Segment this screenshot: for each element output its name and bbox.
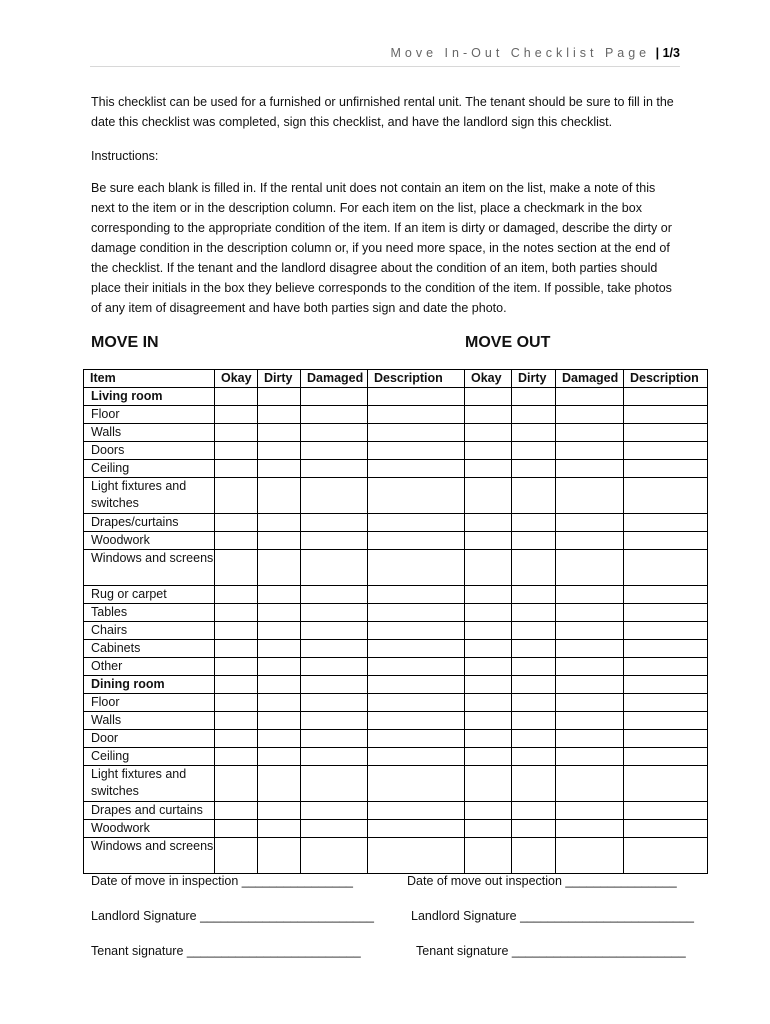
description-in-cell[interactable] xyxy=(368,442,465,460)
description-out-cell[interactable] xyxy=(624,838,708,874)
damaged-out-cell[interactable] xyxy=(556,604,624,622)
damaged-out-cell[interactable] xyxy=(556,838,624,874)
page-number: 1/3 xyxy=(662,46,680,60)
dirty-in-cell[interactable] xyxy=(258,658,301,676)
description-in-cell[interactable] xyxy=(368,604,465,622)
okay-in-cell[interactable] xyxy=(215,802,258,820)
description-in-cell[interactable] xyxy=(368,640,465,658)
okay-out-cell[interactable] xyxy=(465,604,512,622)
header-dirty-in: Dirty xyxy=(258,370,301,388)
item-label: Doors xyxy=(84,442,215,460)
description-in-cell[interactable] xyxy=(368,730,465,748)
okay-out-cell[interactable] xyxy=(465,442,512,460)
header-separator: | xyxy=(655,46,660,60)
damaged-out-cell[interactable] xyxy=(556,514,624,532)
description-out-cell[interactable] xyxy=(624,820,708,838)
description-out-cell[interactable] xyxy=(624,550,708,586)
okay-out-cell[interactable] xyxy=(465,640,512,658)
header-title: Move In-Out Checklist Page xyxy=(390,46,651,60)
tenant-signature-move-in[interactable]: Tenant signature _________________________ xyxy=(91,944,361,958)
damaged-in-cell[interactable] xyxy=(301,532,368,550)
dirty-out-cell[interactable] xyxy=(512,748,556,766)
table-row xyxy=(84,478,708,514)
dirty-out-cell[interactable] xyxy=(512,658,556,676)
damaged-in-cell[interactable] xyxy=(301,748,368,766)
damaged-out-cell[interactable] xyxy=(556,388,624,406)
damaged-in-cell[interactable] xyxy=(301,424,368,442)
table-row xyxy=(84,730,708,748)
okay-in-cell[interactable] xyxy=(215,676,258,694)
description-out-cell[interactable] xyxy=(624,658,708,676)
damaged-in-cell[interactable] xyxy=(301,712,368,730)
okay-out-cell[interactable] xyxy=(465,406,512,424)
dirty-out-cell[interactable] xyxy=(512,424,556,442)
okay-in-cell[interactable] xyxy=(215,640,258,658)
okay-in-cell[interactable] xyxy=(215,388,258,406)
dirty-in-cell[interactable] xyxy=(258,802,301,820)
table-row xyxy=(84,622,708,640)
okay-out-cell[interactable] xyxy=(465,550,512,586)
table-row xyxy=(84,694,708,712)
description-in-cell[interactable] xyxy=(368,658,465,676)
damaged-out-cell[interactable] xyxy=(556,676,624,694)
section-label: Living room xyxy=(84,388,215,406)
damaged-in-cell[interactable] xyxy=(301,658,368,676)
okay-out-cell[interactable] xyxy=(465,658,512,676)
okay-in-cell[interactable] xyxy=(215,730,258,748)
item-label: Drapes/curtains xyxy=(84,514,215,532)
item-label: Walls xyxy=(84,712,215,730)
dirty-out-cell[interactable] xyxy=(512,640,556,658)
intro-paragraph: This checklist can be used for a furnished or unfirnished rental unit. The tenant should be sure to fill in the date this checklist was completed, sign this checklist, and have the landlord sign this checklist. xyxy=(91,95,674,129)
item-label: Floor xyxy=(84,694,215,712)
description-out-cell[interactable] xyxy=(624,694,708,712)
table-row xyxy=(84,838,708,874)
dirty-in-cell[interactable] xyxy=(258,604,301,622)
dirty-out-cell[interactable] xyxy=(512,676,556,694)
okay-out-cell[interactable] xyxy=(465,532,512,550)
dirty-out-cell[interactable] xyxy=(512,730,556,748)
dirty-out-cell[interactable] xyxy=(512,766,556,802)
okay-in-cell[interactable] xyxy=(215,406,258,424)
description-out-cell[interactable] xyxy=(624,532,708,550)
okay-in-cell[interactable] xyxy=(215,820,258,838)
damaged-out-cell[interactable] xyxy=(556,406,624,424)
instructions-label: Instructions: xyxy=(91,149,159,163)
okay-out-cell[interactable] xyxy=(465,514,512,532)
damaged-out-cell[interactable] xyxy=(556,640,624,658)
damaged-in-cell[interactable] xyxy=(301,730,368,748)
damaged-out-cell[interactable] xyxy=(556,442,624,460)
table-row xyxy=(84,712,708,730)
description-in-cell[interactable] xyxy=(368,460,465,478)
header-okay-out: Okay xyxy=(465,370,512,388)
description-in-cell[interactable] xyxy=(368,676,465,694)
damaged-in-cell[interactable] xyxy=(301,586,368,604)
item-label: Ceiling xyxy=(84,460,215,478)
okay-out-cell[interactable] xyxy=(465,820,512,838)
description-in-cell[interactable] xyxy=(368,550,465,586)
description-out-cell[interactable] xyxy=(624,460,708,478)
okay-out-cell[interactable] xyxy=(465,730,512,748)
damaged-in-cell[interactable] xyxy=(301,694,368,712)
okay-in-cell[interactable] xyxy=(215,514,258,532)
table-row xyxy=(84,658,708,676)
okay-out-cell[interactable] xyxy=(465,478,512,514)
move-out-heading: MOVE OUT xyxy=(465,334,551,351)
okay-out-cell[interactable] xyxy=(465,460,512,478)
description-in-cell[interactable] xyxy=(368,748,465,766)
item-label: Windows and screens xyxy=(84,838,215,874)
section-label: Dining room xyxy=(84,676,215,694)
dirty-out-cell[interactable] xyxy=(512,478,556,514)
damaged-in-cell[interactable] xyxy=(301,478,368,514)
damaged-in-cell[interactable] xyxy=(301,604,368,622)
damaged-out-cell[interactable] xyxy=(556,622,624,640)
okay-out-cell[interactable] xyxy=(465,802,512,820)
header-description-out: Description xyxy=(624,370,708,388)
item-label: Drapes and curtains xyxy=(84,802,215,820)
checklist-table xyxy=(83,369,708,874)
table-row xyxy=(84,802,708,820)
item-label: Door xyxy=(84,730,215,748)
damaged-in-cell[interactable] xyxy=(301,766,368,802)
dirty-out-cell[interactable] xyxy=(512,622,556,640)
item-label: Woodwork xyxy=(84,820,215,838)
okay-out-cell[interactable] xyxy=(465,838,512,874)
header-damaged-in: Damaged xyxy=(301,370,368,388)
header-description-in: Description xyxy=(368,370,465,388)
item-label: Woodwork xyxy=(84,532,215,550)
damaged-in-cell[interactable] xyxy=(301,460,368,478)
description-out-cell[interactable] xyxy=(624,730,708,748)
dirty-in-cell[interactable] xyxy=(258,766,301,802)
dirty-in-cell[interactable] xyxy=(258,586,301,604)
table-row xyxy=(84,460,708,478)
dirty-in-cell[interactable] xyxy=(258,712,301,730)
description-in-cell[interactable] xyxy=(368,514,465,532)
damaged-out-cell[interactable] xyxy=(556,820,624,838)
description-out-cell[interactable] xyxy=(624,748,708,766)
page-header xyxy=(90,46,680,67)
damaged-in-cell[interactable] xyxy=(301,442,368,460)
description-in-cell[interactable] xyxy=(368,532,465,550)
description-in-cell[interactable] xyxy=(368,424,465,442)
table-row xyxy=(84,424,708,442)
damaged-out-cell[interactable] xyxy=(556,658,624,676)
description-out-cell[interactable] xyxy=(624,622,708,640)
dirty-in-cell[interactable] xyxy=(258,730,301,748)
section-row xyxy=(84,388,708,406)
tenant-signature-move-out[interactable]: Tenant signature _________________________ xyxy=(416,944,686,958)
item-label: Rug or carpet xyxy=(84,586,215,604)
dirty-in-cell[interactable] xyxy=(258,460,301,478)
table-row xyxy=(84,586,708,604)
dirty-in-cell[interactable] xyxy=(258,514,301,532)
table-row xyxy=(84,550,708,586)
damaged-out-cell[interactable] xyxy=(556,694,624,712)
okay-in-cell[interactable] xyxy=(215,550,258,586)
okay-in-cell[interactable] xyxy=(215,694,258,712)
header-damaged-out: Damaged xyxy=(556,370,624,388)
okay-in-cell[interactable] xyxy=(215,712,258,730)
dirty-out-cell[interactable] xyxy=(512,694,556,712)
dirty-out-cell[interactable] xyxy=(512,712,556,730)
damaged-out-cell[interactable] xyxy=(556,424,624,442)
damaged-in-cell[interactable] xyxy=(301,820,368,838)
dirty-in-cell[interactable] xyxy=(258,820,301,838)
table-body xyxy=(84,388,708,874)
table-row xyxy=(84,820,708,838)
description-out-cell[interactable] xyxy=(624,604,708,622)
okay-in-cell[interactable] xyxy=(215,658,258,676)
description-out-cell[interactable] xyxy=(624,424,708,442)
dirty-in-cell[interactable] xyxy=(258,622,301,640)
move-in-date-field[interactable]: Date of move in inspection ________________ xyxy=(91,874,354,888)
landlord-signature-move-in[interactable]: Landlord Signature _________________________ xyxy=(91,909,374,923)
damaged-in-cell[interactable] xyxy=(301,514,368,532)
okay-out-cell[interactable] xyxy=(465,586,512,604)
dirty-in-cell[interactable] xyxy=(258,406,301,424)
table-row xyxy=(84,640,708,658)
dirty-out-cell[interactable] xyxy=(512,586,556,604)
damaged-out-cell[interactable] xyxy=(556,748,624,766)
dirty-out-cell[interactable] xyxy=(512,802,556,820)
dirty-out-cell[interactable] xyxy=(512,460,556,478)
item-label: Chairs xyxy=(84,622,215,640)
description-in-cell[interactable] xyxy=(368,838,465,874)
description-in-cell[interactable] xyxy=(368,820,465,838)
dirty-out-cell[interactable] xyxy=(512,550,556,586)
description-in-cell[interactable] xyxy=(368,478,465,514)
description-in-cell[interactable] xyxy=(368,586,465,604)
damaged-out-cell[interactable] xyxy=(556,586,624,604)
description-in-cell[interactable] xyxy=(368,802,465,820)
damaged-out-cell[interactable] xyxy=(556,478,624,514)
dirty-out-cell[interactable] xyxy=(512,820,556,838)
damaged-in-cell[interactable] xyxy=(301,388,368,406)
description-in-cell[interactable] xyxy=(368,766,465,802)
item-label: Cabinets xyxy=(84,640,215,658)
dirty-in-cell[interactable] xyxy=(258,478,301,514)
table-row xyxy=(84,442,708,460)
table-header-row xyxy=(84,370,708,388)
okay-in-cell[interactable] xyxy=(215,586,258,604)
move-out-date-field[interactable]: Date of move out inspection ________________ xyxy=(407,874,677,888)
okay-out-cell[interactable] xyxy=(465,748,512,766)
dirty-out-cell[interactable] xyxy=(512,388,556,406)
okay-in-cell[interactable] xyxy=(215,604,258,622)
okay-in-cell[interactable] xyxy=(215,532,258,550)
okay-out-cell[interactable] xyxy=(465,622,512,640)
dirty-in-cell[interactable] xyxy=(258,676,301,694)
description-out-cell[interactable] xyxy=(624,586,708,604)
description-out-cell[interactable] xyxy=(624,478,708,514)
section-row xyxy=(84,676,708,694)
description-in-cell[interactable] xyxy=(368,694,465,712)
okay-out-cell[interactable] xyxy=(465,388,512,406)
description-out-cell[interactable] xyxy=(624,388,708,406)
table-row xyxy=(84,604,708,622)
header-dirty-out: Dirty xyxy=(512,370,556,388)
okay-out-cell[interactable] xyxy=(465,424,512,442)
damaged-in-cell[interactable] xyxy=(301,406,368,424)
description-out-cell[interactable] xyxy=(624,640,708,658)
description-out-cell[interactable] xyxy=(624,712,708,730)
dirty-in-cell[interactable] xyxy=(258,424,301,442)
damaged-in-cell[interactable] xyxy=(301,676,368,694)
item-label: Light fixtures and switches xyxy=(84,478,215,514)
okay-out-cell[interactable] xyxy=(465,766,512,802)
damaged-out-cell[interactable] xyxy=(556,712,624,730)
header-okay-in: Okay xyxy=(215,370,258,388)
okay-in-cell[interactable] xyxy=(215,478,258,514)
item-label: Windows and screens xyxy=(84,550,215,586)
landlord-signature-move-out[interactable]: Landlord Signature _________________________ xyxy=(411,909,694,923)
damaged-in-cell[interactable] xyxy=(301,550,368,586)
damaged-in-cell[interactable] xyxy=(301,802,368,820)
description-out-cell[interactable] xyxy=(624,802,708,820)
description-out-cell[interactable] xyxy=(624,442,708,460)
okay-in-cell[interactable] xyxy=(215,460,258,478)
dirty-out-cell[interactable] xyxy=(512,604,556,622)
damaged-out-cell[interactable] xyxy=(556,802,624,820)
damaged-out-cell[interactable] xyxy=(556,550,624,586)
dirty-out-cell[interactable] xyxy=(512,532,556,550)
dirty-in-cell[interactable] xyxy=(258,640,301,658)
damaged-in-cell[interactable] xyxy=(301,622,368,640)
item-label: Light fixtures and switches xyxy=(84,766,215,802)
item-label: Tables xyxy=(84,604,215,622)
okay-in-cell[interactable] xyxy=(215,442,258,460)
okay-out-cell[interactable] xyxy=(465,712,512,730)
okay-out-cell[interactable] xyxy=(465,694,512,712)
damaged-out-cell[interactable] xyxy=(556,766,624,802)
description-out-cell[interactable] xyxy=(624,676,708,694)
description-in-cell[interactable] xyxy=(368,388,465,406)
damaged-out-cell[interactable] xyxy=(556,730,624,748)
table-row xyxy=(84,748,708,766)
dirty-in-cell[interactable] xyxy=(258,442,301,460)
instructions-paragraph: Be sure each blank is filled in. If the rental unit does not contain an item on the list, make a note of this next to the item or in the description column. For each item on the list, place a checkmark in the box corresponding to the appropriate condition of the item. If an item is dirty or damaged, describe the dirty or damage condition in the description column or, if you need more space, in the notes section at the end of the checklist. If the tenant and the landlord disagree about the condition of an item, both parties should place their initials in the box they believe corresponds to the condition of the item. If possible, take photos of any item of disagreement and have both parties sign and date the photo. xyxy=(91,181,672,315)
table-row xyxy=(84,406,708,424)
move-in-heading: MOVE IN xyxy=(91,334,159,351)
description-out-cell[interactable] xyxy=(624,766,708,802)
header-item: Item xyxy=(84,370,215,388)
table-row xyxy=(84,766,708,802)
description-out-cell[interactable] xyxy=(624,514,708,532)
description-out-cell[interactable] xyxy=(624,406,708,424)
table-row xyxy=(84,514,708,532)
okay-in-cell[interactable] xyxy=(215,838,258,874)
dirty-in-cell[interactable] xyxy=(258,748,301,766)
dirty-out-cell[interactable] xyxy=(512,514,556,532)
dirty-in-cell[interactable] xyxy=(258,388,301,406)
description-in-cell[interactable] xyxy=(368,622,465,640)
dirty-in-cell[interactable] xyxy=(258,550,301,586)
dirty-in-cell[interactable] xyxy=(258,532,301,550)
dirty-out-cell[interactable] xyxy=(512,838,556,874)
dirty-out-cell[interactable] xyxy=(512,442,556,460)
item-label: Other xyxy=(84,658,215,676)
table-row xyxy=(84,532,708,550)
description-in-cell[interactable] xyxy=(368,406,465,424)
okay-in-cell[interactable] xyxy=(215,622,258,640)
damaged-in-cell[interactable] xyxy=(301,838,368,874)
item-label: Ceiling xyxy=(84,748,215,766)
damaged-out-cell[interactable] xyxy=(556,460,624,478)
damaged-out-cell[interactable] xyxy=(556,532,624,550)
dirty-in-cell[interactable] xyxy=(258,838,301,874)
okay-in-cell[interactable] xyxy=(215,424,258,442)
okay-in-cell[interactable] xyxy=(215,766,258,802)
okay-in-cell[interactable] xyxy=(215,748,258,766)
item-label: Walls xyxy=(84,424,215,442)
dirty-in-cell[interactable] xyxy=(258,694,301,712)
item-label: Floor xyxy=(84,406,215,424)
damaged-in-cell[interactable] xyxy=(301,640,368,658)
dirty-out-cell[interactable] xyxy=(512,406,556,424)
okay-out-cell[interactable] xyxy=(465,676,512,694)
description-in-cell[interactable] xyxy=(368,712,465,730)
